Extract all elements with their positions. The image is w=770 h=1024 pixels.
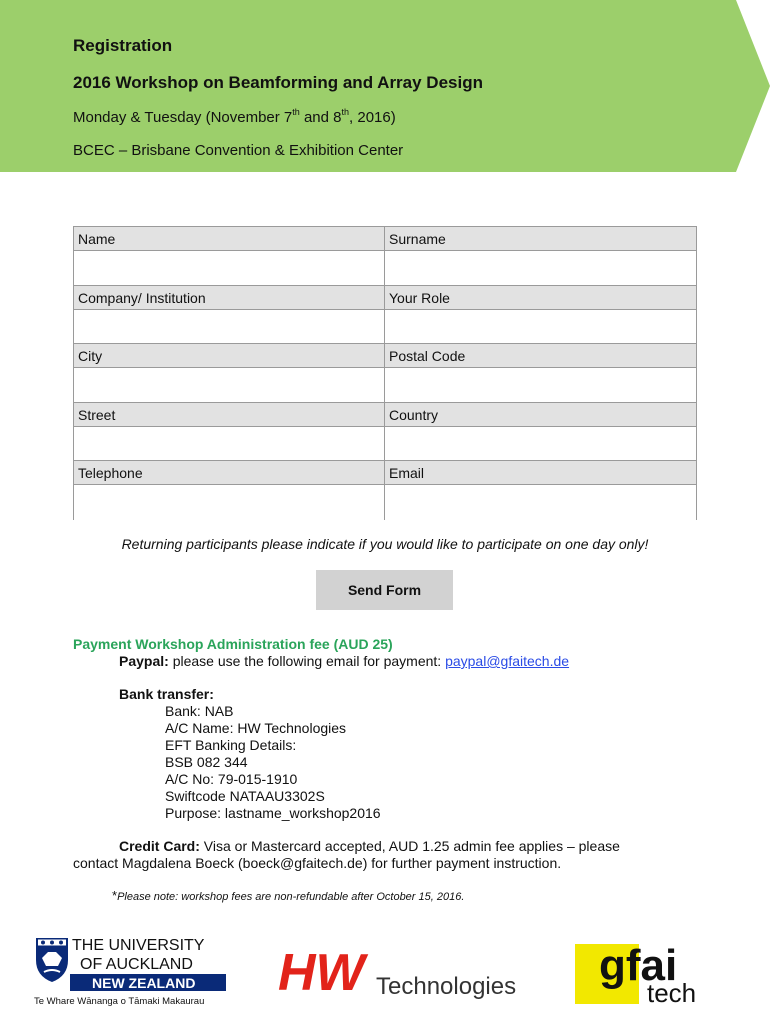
registration-heading: Registration [73,36,173,55]
registration-form [73,226,697,520]
workshop-venue: BCEC – Brisbane Convention & Exhibition Center [73,142,404,159]
form-input-row [74,427,696,462]
form-input-row [74,485,696,520]
payment-title: Payment Workshop Administration fee (AUD 25) [73,636,393,652]
country-field[interactable] [385,427,696,461]
refund-note [112,888,464,903]
uoa-line3: NEW ZEALAND [92,975,196,991]
uoa-line4: Te Whare Wānanga o Tāmaki Makaurau [34,996,205,1007]
account-number: A/C No: 79-015-1910 [165,771,298,787]
paypal-line [119,653,569,669]
workshop-dates: Monday & Tuesday (November 7th and 8th, 2016) [73,107,396,126]
uoa-line2: OF AUCKLAND [80,956,193,973]
street-label: Street [74,403,385,426]
city-label: City [74,344,385,367]
paypal-label: Paypal: [119,653,169,669]
telephone-label: Telephone [74,461,385,484]
credit-card-contact: contact Magdalena Boeck (boeck@gfaitech.de) for further payment instruction. [73,855,562,871]
form-input-row [74,251,696,286]
company-field[interactable] [74,310,385,344]
bank-details [165,703,381,822]
email-field[interactable] [385,485,696,520]
postal-code-label: Postal Code [389,348,466,364]
paypal-email-link[interactable]: paypal@gfaitech.de [445,653,570,669]
company-label: Company/ Institution [74,286,385,309]
name-label: Name [74,227,385,250]
returning-participants-note: Returning participants please indicate if you would like to participate on one day only! [121,536,649,552]
bank-transfer-title: Bank transfer: [119,686,214,702]
surname-field[interactable] [385,251,696,285]
uoa-line1: THE UNIVERSITY [72,937,205,954]
form-label-row [74,461,696,485]
email-label: Email [389,465,425,481]
crest-icon [36,938,68,982]
form-label-row [74,227,696,251]
country-label: Country [389,406,439,423]
role-field[interactable] [385,310,696,344]
credit-card-label: Credit Card: [119,838,200,854]
credit-card-line [119,838,620,854]
send-form-button[interactable]: Send Form [316,570,453,610]
role-label: Your Role [389,289,450,306]
postal-code-field[interactable] [385,368,696,402]
account-name: A/C Name: HW Technologies [165,720,347,736]
surname-label: Surname [389,231,446,247]
gfai-top: gfai [599,941,678,990]
telephone-field[interactable] [74,485,385,520]
city-field[interactable] [74,368,385,402]
bank-name: Bank: NAB [165,703,234,719]
hw-word: Technologies [376,973,517,1000]
form-label-row [74,403,696,427]
university-of-auckland-logo [34,936,234,1008]
swift-code: Swiftcode NATAAU3302S [165,788,325,804]
form-input-row [74,310,696,345]
form-label-row [74,286,696,310]
workshop-title: 2016 Workshop on Beamforming and Array Design [73,73,483,92]
form-label-row [74,344,696,368]
note-asterisk: * [112,888,118,903]
gfai-bottom: tech [647,978,697,1004]
hw-technologies-logo [276,944,520,1000]
credit-card-text: Visa or Mastercard accepted, AUD 1.25 admin fee applies – please [199,838,620,854]
bsb: BSB 082 344 [165,754,248,770]
paypal-text: please use the following email for payment: [168,653,446,669]
hw-mark: HW [278,944,365,1000]
payment-purpose: Purpose: lastname_workshop2016 [165,805,381,821]
eft-heading: EFT Banking Details: [165,737,297,753]
gfai-tech-logo [575,940,725,1004]
refund-note-text: Please note: workshop fees are non-refundable after October 15, 2016. [117,891,465,903]
form-input-row [74,368,696,403]
name-field[interactable] [74,251,385,285]
street-field[interactable] [74,427,385,461]
